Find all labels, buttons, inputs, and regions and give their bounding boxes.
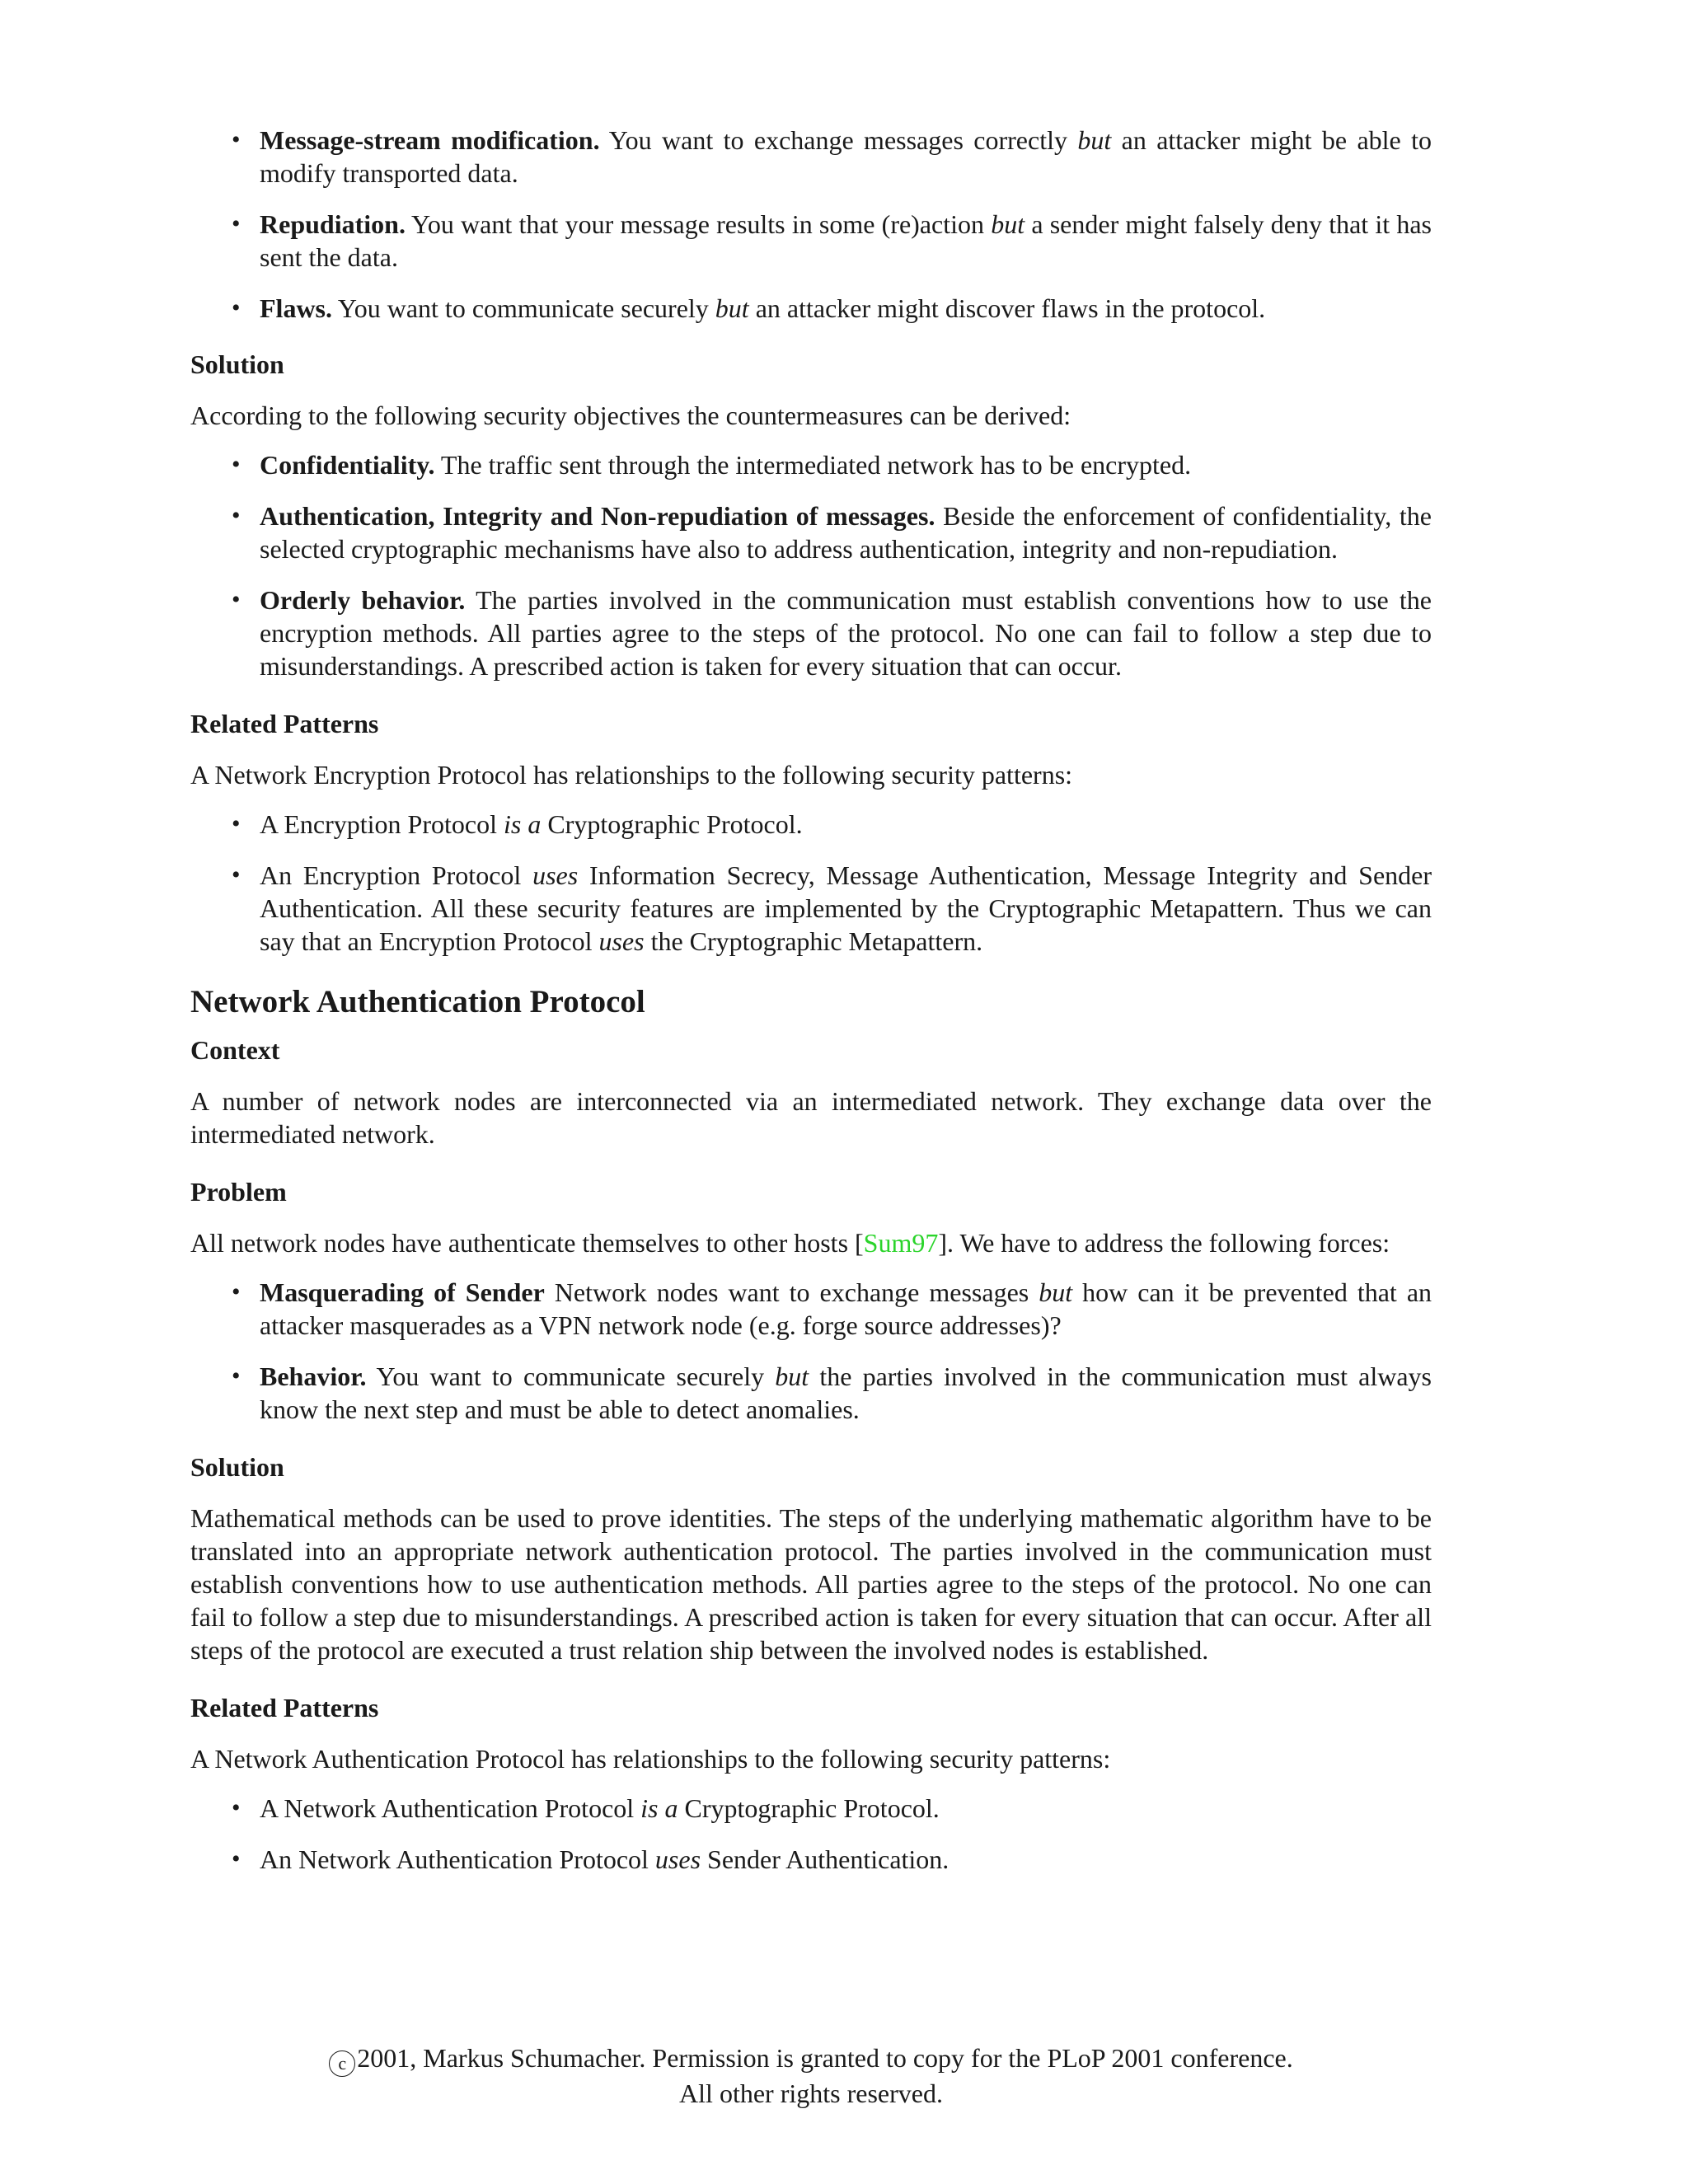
- list-item: • An Encryption Protocol uses Information Secrecy, Message Authentication, Message Integrity and Sender Authentication. All these security features are implemented by the Cryptographic Metapattern. Thus we can say that an Encryption Protocol uses the Cryptographic Metapattern.: [260, 859, 1432, 958]
- item-term: Flaws.: [260, 293, 332, 323]
- list-item: • A Encryption Protocol is a Cryptographic Protocol.: [260, 808, 1432, 841]
- footer-line-1: c 2001, Markus Schumacher. Permission is granted to copy for the PLoP 2001 conference.: [190, 2041, 1432, 2077]
- forces-list: [190, 1276, 1432, 1426]
- auth-solution-heading: Solution: [190, 1452, 284, 1482]
- auth-solution-text: Mathematical methods can be used to prove identities. The steps of the underlying mathematic algorithm have to be translated into an appropriate network authentication protocol. The parties involved in the communication must establish conventions how to use authentication methods. All parties agree to the steps of the protocol. No one can fail to follow a step due to misunderstandings. A prescribed action is taken for every situation that can occur. After all steps of the protocol are executed a trust relation ship between the involved nodes is established.: [190, 1503, 1432, 1665]
- related-patterns-intro: A Network Encryption Protocol has relationships to the following security patterns:: [190, 760, 1073, 790]
- section-title: Network Authentication Protocol: [190, 984, 645, 1019]
- list-item: • Masquerading of Sender Network nodes want to exchange messages but how can it be prevented that an attacker masquerades as a VPN network node (e.g. forge source addresses)?: [260, 1276, 1432, 1342]
- auth-related-heading: Related Patterns: [190, 1693, 379, 1722]
- page-content: [190, 124, 1432, 1876]
- context-text: A number of network nodes are interconnected via an intermediated network. They exchange data over the intermediated network.: [190, 1086, 1432, 1149]
- problem-heading: Problem: [190, 1177, 287, 1207]
- related-patterns-list: [190, 808, 1432, 958]
- list-item: • Message-stream modification. You want to exchange messages correctly but an attacker might be able to modify transported data.: [260, 124, 1432, 190]
- list-item: • Orderly behavior. The parties involved in the communication must establish conventions how to use the encryption methods. All parties agree to the steps of the protocol. No one can fail to follow a step due to misunderstandings. A prescribed action is taken for every situation that can occur.: [260, 583, 1432, 682]
- copyright-footer: [190, 2041, 1432, 2110]
- solution-intro: According to the following security objectives the countermeasures can be derived:: [190, 401, 1071, 430]
- auth-related-intro: A Network Authentication Protocol has relationships to the following security patterns:: [190, 1744, 1111, 1774]
- auth-related-list: [190, 1792, 1432, 1876]
- item-term: Repudiation.: [260, 209, 406, 239]
- list-item: • Flaws. You want to communicate securely but an attacker might discover flaws in the protocol.: [260, 292, 1432, 325]
- footer-line-2: All other rights reserved.: [679, 2079, 943, 2108]
- copyright-icon: c: [329, 2050, 355, 2077]
- related-patterns-heading: Related Patterns: [190, 709, 379, 738]
- list-item: • Behavior. You want to communicate securely but the parties involved in the communication must always know the next step and must be able to detect anomalies.: [260, 1360, 1432, 1426]
- list-item: • Repudiation. You want that your message results in some (re)action but a sender might falsely deny that it has sent the data.: [260, 208, 1432, 274]
- list-item: • A Network Authentication Protocol is a Cryptographic Protocol.: [260, 1792, 1432, 1825]
- list-item: • An Network Authentication Protocol uses Sender Authentication.: [260, 1843, 1432, 1876]
- context-heading: Context: [190, 1035, 280, 1065]
- item-term: Message-stream modification.: [260, 125, 600, 155]
- problem-text: All network nodes have authenticate themselves to other hosts [Sum97]. We have to address the following forces:: [190, 1228, 1390, 1258]
- objective-list: [190, 448, 1432, 682]
- list-item: • Confidentiality. The traffic sent through the intermediated network has to be encrypted.: [260, 448, 1432, 481]
- list-item: • Authentication, Integrity and Non-repudiation of messages. Beside the enforcement of confidentiality, the selected cryptographic mechanisms have also to address authentication, integrity and non-repudiation.: [260, 499, 1432, 565]
- solution-heading: Solution: [190, 349, 284, 379]
- citation-link[interactable]: Sum97: [863, 1228, 939, 1258]
- threat-list: [190, 124, 1432, 325]
